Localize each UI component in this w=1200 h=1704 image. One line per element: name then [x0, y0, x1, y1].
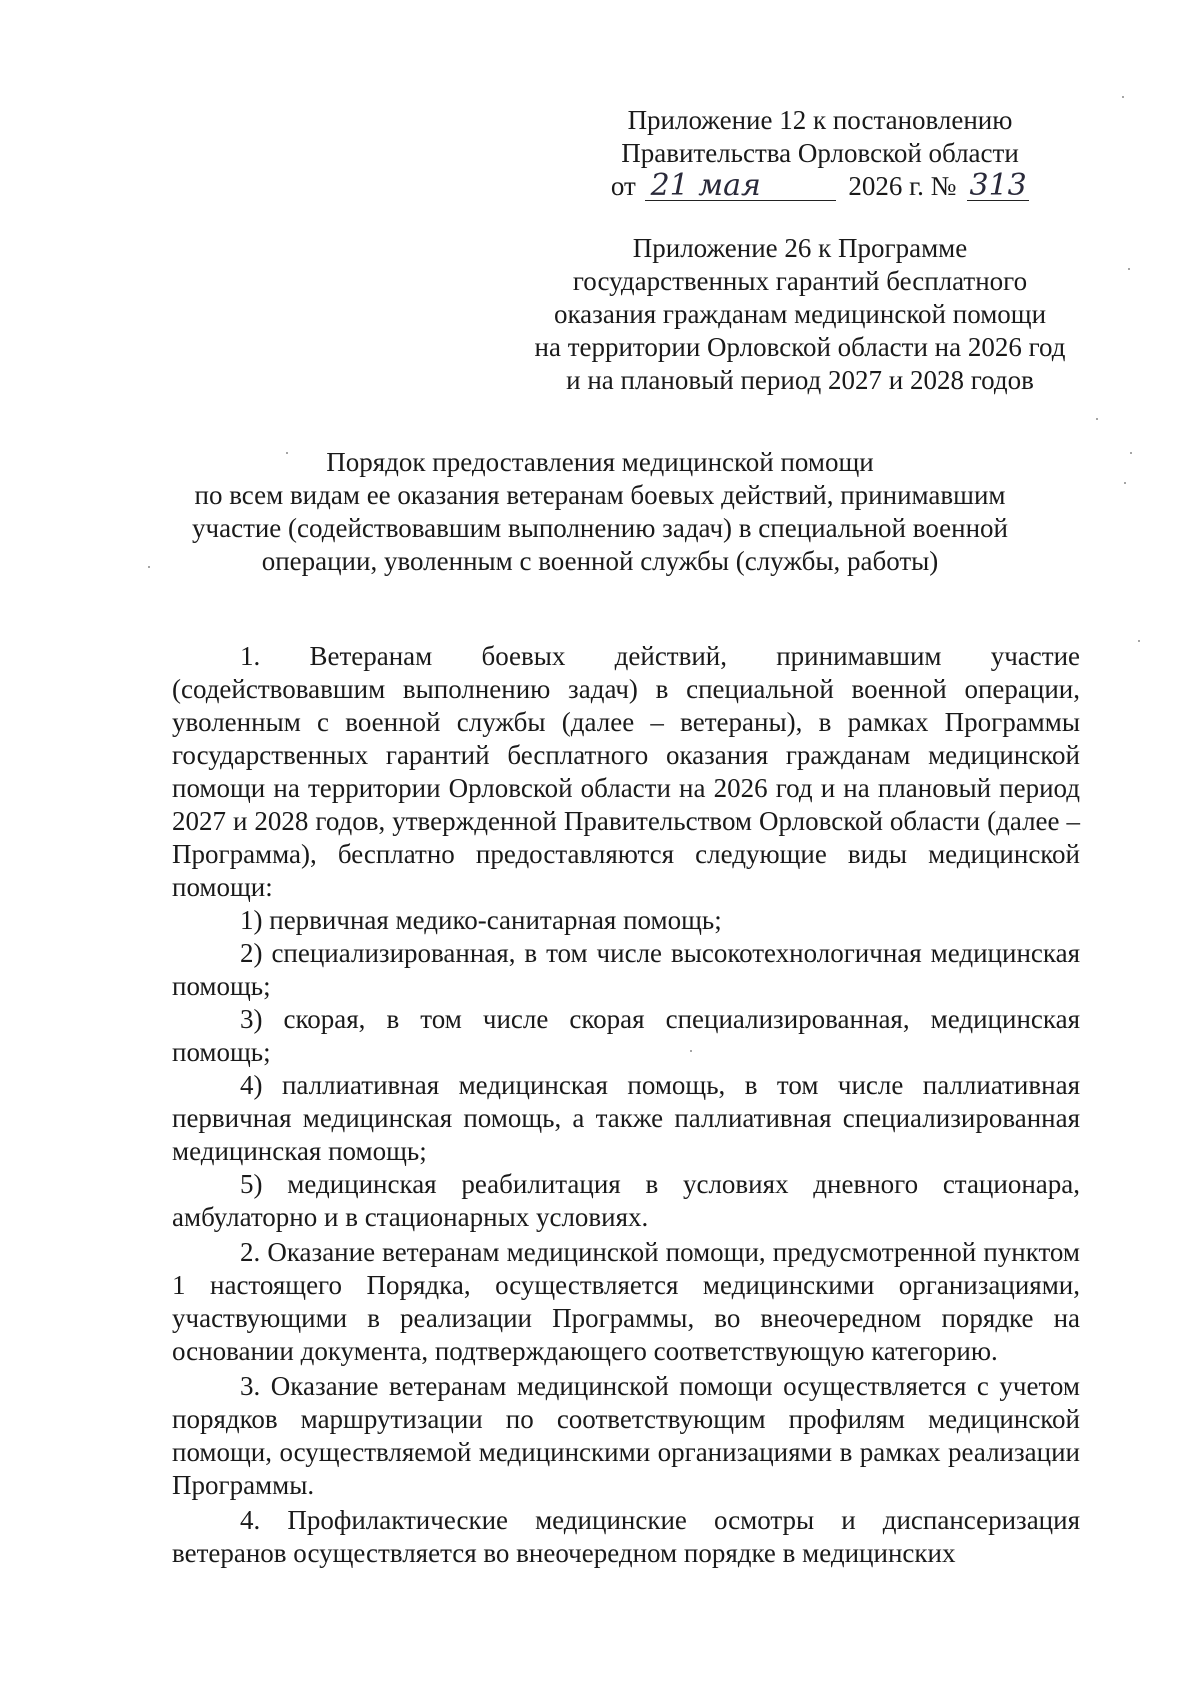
paragraph-4: 4. Профилактические медицинские осмотры и диспансеризация ветеранов осуществляется во внеочередном порядке в медицинских	[172, 1505, 1080, 1568]
title-line: Порядок предоставления медицинской помощи	[326, 447, 874, 477]
paragraph-3: 3. Оказание ветеранам медицинской помощи осуществляется с учетом порядков маршрутизации по соответствующим профилям медицинской помощи, осуществляемой медицинскими организациями в рамках реализации Программы.	[172, 1371, 1080, 1500]
handwritten-number: 313	[969, 168, 1027, 203]
title-line: участие (содействовавшим выполнению задач) в специальной военной	[192, 513, 1008, 543]
number-field	[967, 168, 1029, 203]
program-annex-line: на территории Орловской области на 2026 год	[534, 332, 1066, 362]
date-prefix: от	[610, 171, 636, 201]
year-number-label: 2026 г. №	[848, 171, 957, 201]
title-line: по всем видам ее оказания ветеранам боевых действий, принимавшим	[194, 480, 1006, 510]
program-annex-line: оказания гражданам медицинской помощи	[553, 299, 1047, 329]
list-item-1: 1) первичная медико-санитарная помощь;	[240, 905, 722, 935]
annex-date-line	[560, 170, 1080, 203]
document-body	[172, 640, 1080, 1570]
program-annex-line: и на плановый период 2027 и 2028 годов	[566, 365, 1034, 395]
scan-speck	[1124, 482, 1126, 484]
scan-speck	[286, 452, 288, 454]
list-item-4: 4) паллиативная медицинская помощь, в том числе паллиативная первичная медицинская помощь, а также паллиативная специализированная медицинская помощь;	[172, 1070, 1080, 1166]
list-item-3: 3) скорая, в том числе скорая специализированная, медицинская помощь;	[172, 1004, 1080, 1067]
program-annex-header	[500, 232, 1100, 397]
scan-speck	[1122, 96, 1124, 98]
date-field	[645, 168, 836, 203]
annex-line-1: Приложение 12 к постановлению	[627, 105, 1013, 135]
scan-speck	[1128, 268, 1130, 270]
title-line: операции, уволенным с военной службы (службы, работы)	[261, 546, 939, 576]
paragraph-2: 2. Оказание ветеранам медицинской помощи, предусмотренной пунктом 1 настоящего Порядка, осуществляется медицинскими организациями, участвующими в реализации Программы, во внеочередном порядке на основании документа, подтверждающего соответствующую категорию.	[172, 1237, 1080, 1366]
handwritten-date: 21 мая	[650, 168, 761, 203]
document-title	[120, 446, 1080, 578]
scan-speck	[148, 566, 150, 568]
program-annex-line: государственных гарантий бесплатного	[572, 266, 1028, 296]
program-annex-line: Приложение 26 к Программе	[632, 233, 968, 263]
scan-speck	[1096, 418, 1098, 420]
list-item-5: 5) медицинская реабилитация в условиях дневного стационара, амбулаторно и в стационарных условиях.	[172, 1169, 1080, 1232]
government-decree-annex-header	[560, 104, 1080, 203]
paragraph-1: 1. Ветеранам боевых действий, принимавшим участие (содействовавшим выполнению задач) в специальной военной операции, уволенным с военной службы (далее – ветераны), в рамках Программы государственных гарантий бесплатного оказания гражданам медицинской помощи на территории Орловской области на 2026 год и на плановый период 2027 и 2028 годов, утвержденной Правительством Орловской области (далее – Программа), бесплатно предоставляются следующие виды медицинской помощи:	[172, 641, 1080, 902]
scan-speck	[1130, 452, 1132, 454]
annex-line-2: Правительства Орловской области	[621, 138, 1019, 168]
scan-speck	[690, 1050, 692, 1052]
scan-speck	[1138, 640, 1140, 642]
list-item-2: 2) специализированная, в том числе высокотехнологичная медицинская помощь;	[172, 938, 1080, 1001]
